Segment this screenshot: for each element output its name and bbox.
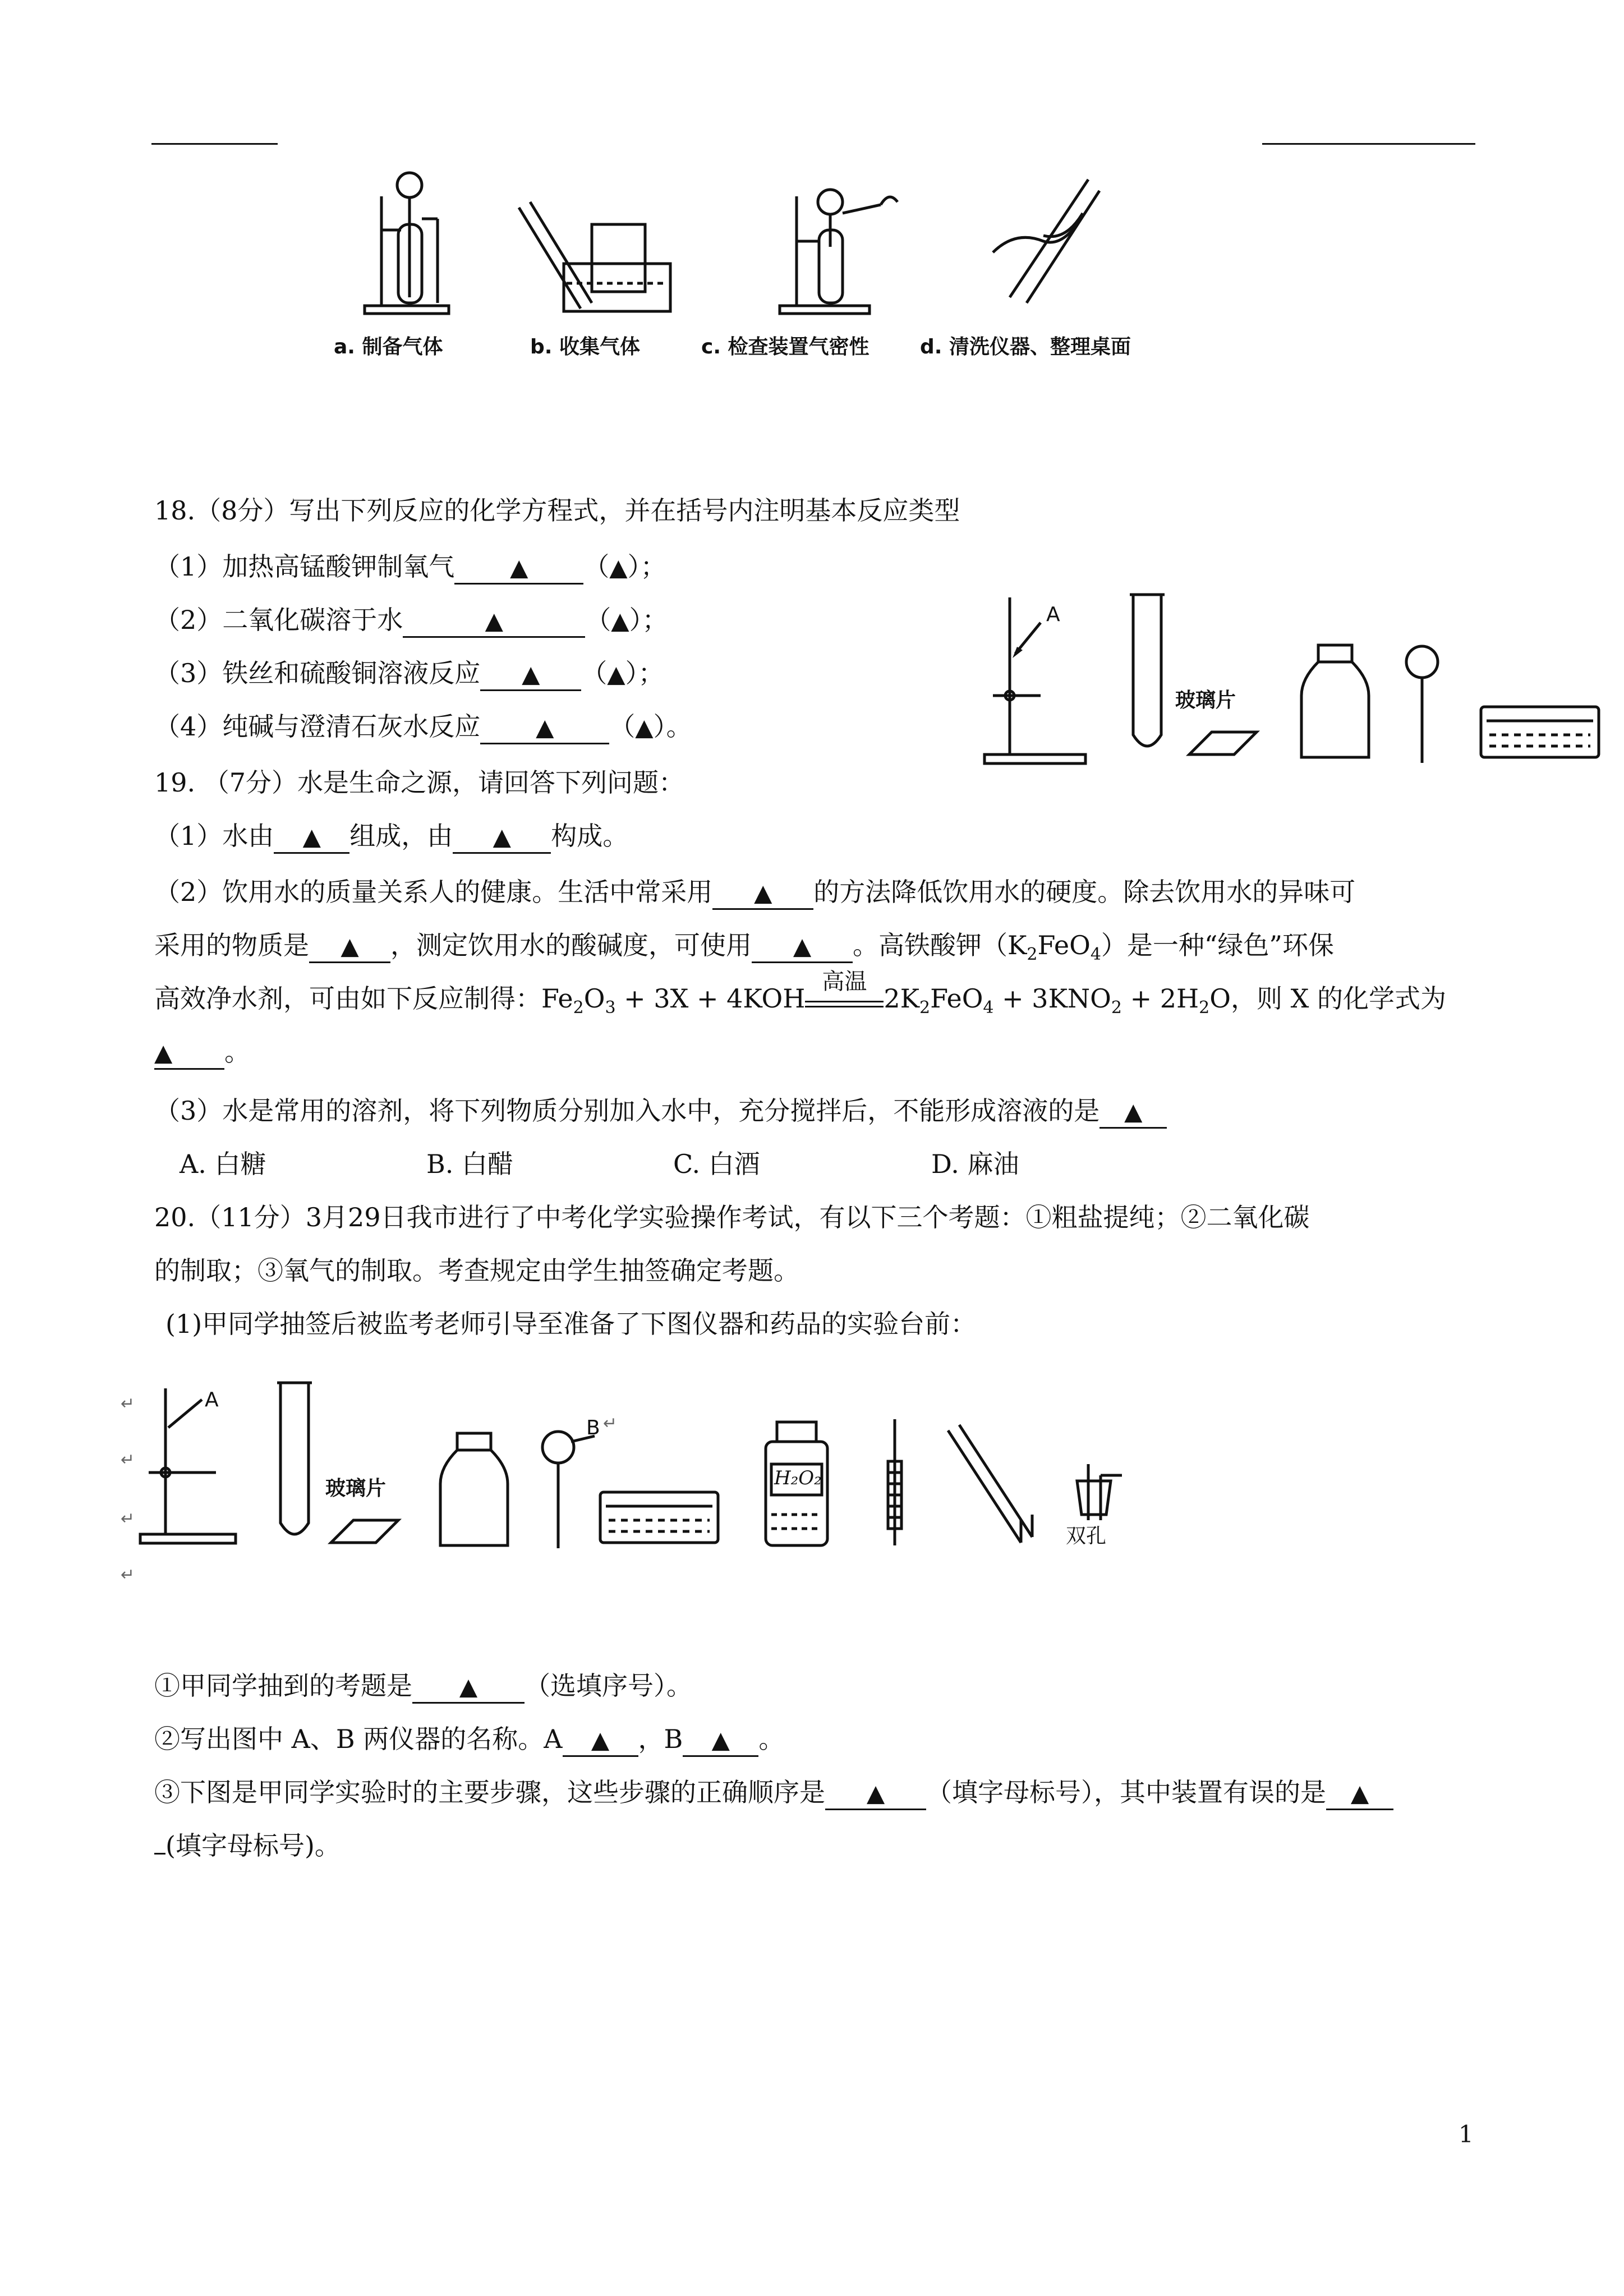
- q19-p3: （3）水是常用的溶剂，将下列物质分别加入水中，充分搅拌后，不能形成溶液的是 ▲: [154, 1094, 1167, 1129]
- q20-label-a: A: [205, 1388, 219, 1411]
- apparatus-a-image: [359, 163, 460, 320]
- q20-s3-line1: ③下图是甲同学实验时的主要步骤，这些步骤的正确顺序是 ▲ （填字母标号），其中装置有误的是 ▲: [154, 1775, 1393, 1810]
- iron-stand-image: [137, 1383, 250, 1551]
- page-number: 1: [1459, 2120, 1474, 2148]
- reaction-condition: 高温: [805, 986, 884, 1007]
- q19-answer-formula[interactable]: ▲: [154, 1037, 224, 1070]
- q20-s1: ①甲同学抽到的考题是 ▲ （选填序号）。: [154, 1669, 692, 1704]
- q19-answer-ph[interactable]: ▲: [752, 930, 853, 963]
- water-trough-image: [595, 1481, 724, 1548]
- q19-answer-softening[interactable]: ▲: [712, 877, 813, 910]
- q19-p2-line4: ▲ 。: [154, 1035, 250, 1070]
- q18-item-2-text: （2）二氧化碳溶于水: [154, 605, 403, 635]
- iron-stand-image: [979, 592, 1102, 771]
- q20-answer-wrong-cont[interactable]: [154, 1853, 165, 1855]
- glass-plate-image: [1184, 721, 1262, 760]
- option-b[interactable]: B. 白醋: [426, 1149, 514, 1179]
- glass-plate-image: [325, 1509, 404, 1548]
- q19-answer-odor[interactable]: ▲: [309, 930, 390, 963]
- q20-answer-a[interactable]: ▲: [563, 1724, 638, 1757]
- q18-type-1[interactable]: ▲: [609, 554, 628, 581]
- q20-title-2: 的制取；③氧气的制取。考查规定由学生抽签确定考题。: [154, 1255, 799, 1286]
- q18-answer-3[interactable]: ▲: [480, 658, 581, 691]
- q19-p2-line1: （2）饮用水的质量关系人的健康。生活中常采用 ▲ 的方法降低饮用水的硬度。除去饮用水的异味可: [154, 875, 1355, 910]
- q18-label-a: A: [1046, 603, 1060, 626]
- q18-title: 18.（8分）写出下列反应的化学方程式，并在括号内注明基本反应类型: [154, 495, 960, 526]
- q19-p2-line2: 采用的物质是 ▲ ，测定饮用水的酸碱度，可使用 ▲ 。高铁酸钾$(K_2FeO_4)$是一种“绿色”环保: [154, 930, 1334, 964]
- return-mark: ↵: [121, 1509, 135, 1529]
- return-mark: ↵: [603, 1414, 618, 1433]
- return-mark: ↵: [121, 1450, 135, 1470]
- q19-answer-composition[interactable]: ▲: [274, 821, 349, 854]
- apparatus-c-image: [774, 180, 903, 320]
- test-tube-brush-image: [878, 1416, 912, 1551]
- return-mark: ↵: [121, 1394, 135, 1414]
- double-hole-stopper-image: [1066, 1458, 1133, 1526]
- gas-bottle-image: [1296, 639, 1374, 763]
- q19-p2-line3: 高效净水剂，可由如下反应制得：$Fe_2O_3 + 3X + 4KOH$ 高温 $2K_2FeO_4 + 3KNO_2 + 2H_2O$，则 X 的化学式为: [154, 969, 1446, 1018]
- q20-s3-line2: (填字母标号)。: [154, 1829, 341, 1862]
- q20-answer-b[interactable]: ▲: [683, 1724, 758, 1757]
- q20-answer-topic[interactable]: ▲: [412, 1671, 525, 1704]
- h2o2-label: H₂O₂: [774, 1467, 822, 1489]
- q20-label-b: B: [586, 1416, 600, 1439]
- apparatus-b-image: [513, 185, 682, 320]
- caption-d: d. 清洗仪器、整理桌面: [920, 335, 1131, 358]
- q18-answer-2[interactable]: ▲: [403, 605, 585, 638]
- test-tube-image: [1128, 589, 1167, 757]
- q18-item-2: （2）二氧化碳溶于水 ▲ （▲）；: [154, 603, 668, 638]
- q20-p1: (1)甲同学抽签后被监考老师引导至准备了下图仪器和药品的实验台前：: [165, 1309, 977, 1339]
- q18-item-1-text: （1）加热高锰酸钾制氧气: [154, 551, 455, 582]
- q18-type-3[interactable]: ▲: [607, 660, 625, 688]
- q20-s2: ②写出图中 A、B 两仪器的名称。A ▲ ，B ▲ 。: [154, 1722, 784, 1757]
- q19-p1: （1）水由 ▲ 组成，由 ▲ 构成。: [154, 819, 628, 854]
- header-rule-left: [151, 143, 278, 145]
- q19-answer-solution[interactable]: ▲: [1099, 1096, 1167, 1129]
- option-d[interactable]: D. 麻油: [931, 1149, 1019, 1179]
- caption-c: c. 检查装置气密性: [701, 335, 869, 358]
- option-a[interactable]: A. 白糖: [180, 1149, 266, 1179]
- q19-answer-structure[interactable]: ▲: [453, 821, 551, 854]
- header-rule-right: [1262, 143, 1475, 145]
- double-hole-label: 双孔: [1066, 1525, 1107, 1548]
- test-tube-image: [275, 1377, 314, 1545]
- q20-answer-wrong[interactable]: ▲: [1326, 1777, 1393, 1810]
- caption-b: b. 收集气体: [530, 335, 640, 358]
- option-c[interactable]: C. 白酒: [673, 1149, 760, 1179]
- gas-bottle-image: [435, 1428, 513, 1551]
- q18-item-1: （1）加热高锰酸钾制氧气 ▲ （▲）；: [154, 550, 666, 585]
- q20-title-1: 20.（11分）3月29日我市进行了中考化学实验操作考试，有以下三个考题：①粗盐提纯；②二氧化碳: [154, 1202, 1310, 1232]
- q19-title: 19. （7分）水是生命之源，请回答下列问题：: [154, 767, 685, 798]
- caption-a: a. 制备气体: [334, 335, 443, 358]
- q18-item-3: （3）铁丝和硫酸铜溶液反应 ▲ （▲）；: [154, 656, 664, 691]
- q20-label-glass: 玻璃片: [325, 1477, 387, 1500]
- q20-answer-order[interactable]: ▲: [825, 1777, 926, 1810]
- q19-options: [180, 1147, 1019, 1181]
- water-trough-image: [1475, 696, 1604, 763]
- apparatus-d-image: [976, 168, 1111, 314]
- q18-label-glass: 玻璃片: [1175, 689, 1236, 712]
- q18-answer-4[interactable]: ▲: [480, 711, 609, 744]
- q18-item-4: （4）纯碱与澄清石灰水反应 ▲ （▲）。: [154, 710, 692, 744]
- delivery-tube-image: [942, 1419, 1043, 1554]
- dropper-image: [1402, 639, 1442, 769]
- q18-answer-1[interactable]: ▲: [454, 551, 583, 585]
- q18-item-3-text: （3）铁丝和硫酸铜溶液反应: [154, 658, 481, 688]
- q18-type-2[interactable]: ▲: [611, 607, 629, 634]
- q18-item-4-text: （4）纯碱与澄清石灰水反应: [154, 711, 481, 742]
- q18-type-4[interactable]: ▲: [635, 714, 654, 741]
- return-mark: ↵: [121, 1565, 135, 1585]
